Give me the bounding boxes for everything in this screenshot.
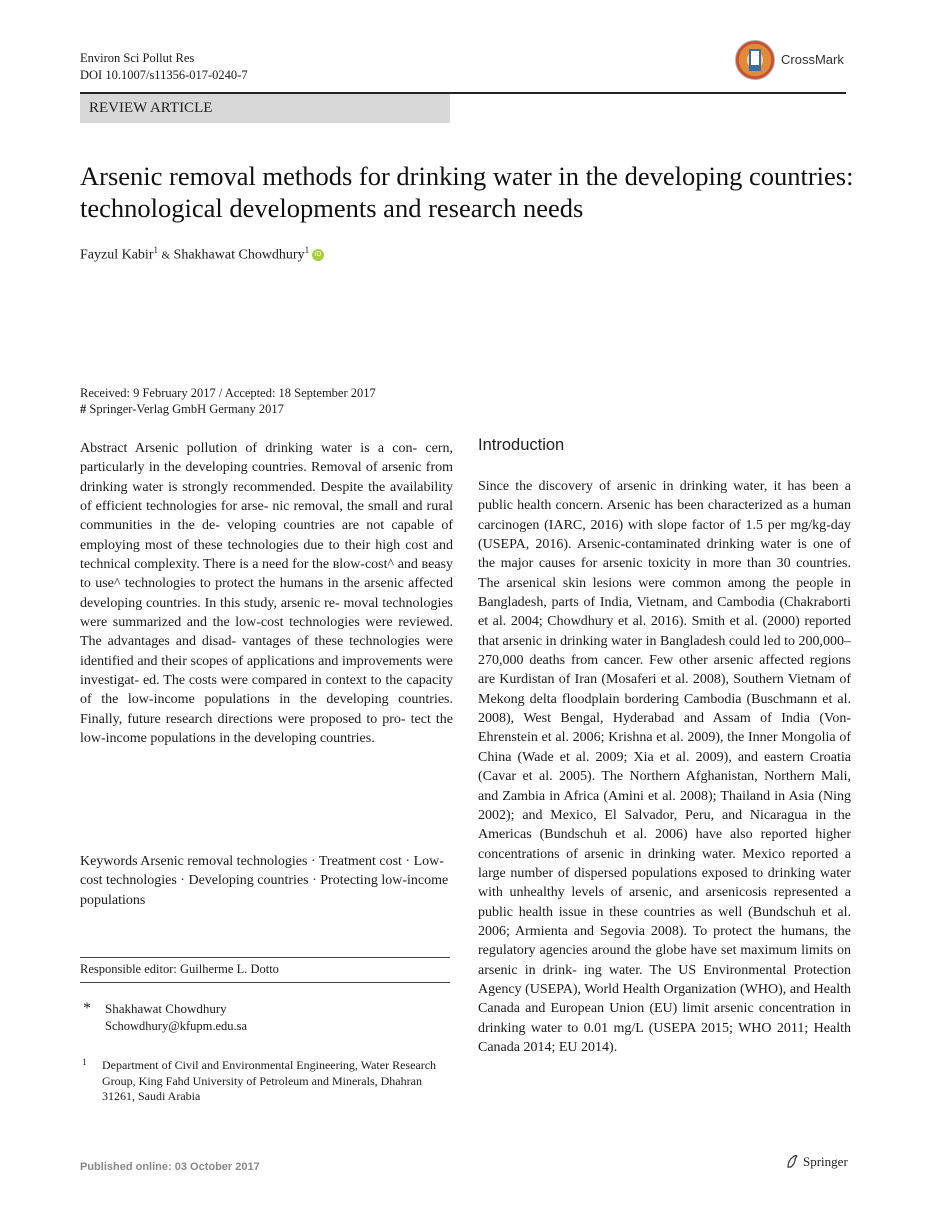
author-name[interactable]: Shakhawat Chowdhury: [173, 247, 305, 263]
crossmark-icon: [735, 40, 775, 80]
abstract: Abstract Arsenic pollution of drinking water is a con- cern, particularly in the developing countries. Removal of arsenic from drinking water is strongly recommended. Despite the availability of efficient technologies for arse- nic removal, the small and rural communities in the de- veloping countries are not capable of employing most of these technologies due to their high cost and technical complexity. There is a need for the вlow-cost^ and вeasy to use^ technologies to protect the humans in the arsenic affected developing countries. In this study, arsenic re- moval technologies were summarized and the low-cost technologies were reviewed. The advantages and disad- vantages of these technologies were identified and their scopes of applications and improvements were investigat- ed. The costs were compared in context to the capacity of the low-income populations in the developing countries. Finally, future research directions were proposed to pro- tect the low-income populations in the developing countries.: [80, 441, 453, 747]
publisher-name: Springer: [803, 1154, 848, 1169]
orcid-icon[interactable]: iD: [312, 249, 324, 261]
crossmark-label: CrossMark: [781, 52, 844, 67]
section-heading-introduction: Introduction: [478, 436, 565, 454]
journal-header: [80, 50, 248, 84]
affiliation-marker: 1: [304, 245, 310, 255]
publisher-logo: [785, 1154, 848, 1170]
corresponding-author-email[interactable]: Schowdhury@kfupm.edu.sa: [105, 1019, 248, 1033]
journal-name: Environ Sci Pollut Res: [80, 51, 195, 65]
responsible-editor: Responsible editor: Guilherme L. Dotto: [80, 962, 279, 976]
received-accepted-dates: Received: 9 February 2017 / Accepted: 18 September 2017: [80, 386, 376, 400]
article-title: Arsenic removal methods for drinking water in the developing countries: technological developments and research needs: [80, 161, 854, 223]
affiliation-marker: 1: [153, 245, 158, 255]
introduction-text: Since the discovery of arsenic in drinking water, it has been a public health concern. Arsenic has been characterized as a human carcinogen (IARC, 2016) with slope factor of 1.5 per mg/kg-day (USEPA, 2016). Arsenic-contaminated drinking water is one of the major causes for arsenic toxicity in more than 30 countries. The arsenical skin lesions were common among the people in Bangladesh, parts of India, Vietnam, and Cambodia (Chakraborti et al. 2004; Chowdhury et al. 2016). Smith et al. (2000) reported that arsenic in drinking water in Bangladesh could led to 200,000–270,000 deaths from cancer. Few other arsenic affected regions are Kurdistan of Iran (Mosaferi et al. 2008), Southern Vietnam of Mekong delta floodplain bordering Cambodia (Buschmann et al. 2008), West Bengal, Hyderabad and Assam of India (Von-Ehrenstein et al. 2006; Krishna et al. 2009), the Inner Mongolia of China (Wade et al. 2009; Xia et al. 2009), and eastern Croatia (Cavar et al. 2005). The Northern Afghanistan, Northern Mali, and Zambia in Africa (Amini et al. 2008); Thailand in Asia (Ning 2002); and Mexico, El Salvador, Peru, and Nicaragua in the Americas (Bundschuh et al. 2006) have also reported higher concentrations of arsenic in drinking water. Mexico reported a large number of dispersed populations exposed to drinking water with unhealthy levels of arsenic, and arsenicosis represented a public health issue in these countries as well (Bundschuh et al. 2006; Armienta and Segovia 2008). To protect the humans, the regulatory agencies around the globe have set maximum limits on arsenic in drink- ing water. The US Environmental Protection Agency (USEPA), World Health Organization (WHO), and Health Canada and European Union (EU) limit arsenic concentration in drinking water to 0.01 mg/L (USEPA 2015; WHO 2011; Health Canada 2014; EU 2014).: [478, 479, 851, 1055]
footnote-divider: [80, 957, 450, 958]
author-separator: &: [161, 249, 171, 262]
corresponding-author-name: Shakhawat Chowdhury: [105, 1001, 227, 1016]
affiliation: Department of Civil and Environmental Engineering, Water Research Group, King Fahd University of Petroleum and Minerals, Dhahran 31261, Saudi Arabia: [102, 1058, 437, 1103]
dates-block: [80, 385, 376, 417]
article-type-banner: REVIEW ARTICLE: [80, 94, 450, 123]
copyright-icon: #: [80, 402, 87, 416]
author-name[interactable]: Fayzul Kabir: [80, 247, 154, 263]
copyright-text: Springer-Verlag GmbH Germany 2017: [89, 402, 284, 416]
affiliation-number: 1: [82, 1057, 87, 1067]
published-date: Published online: 03 October 2017: [80, 1161, 260, 1173]
springer-horse-icon: [785, 1154, 799, 1168]
author-line: [80, 245, 324, 264]
corresponding-author-icon: *: [83, 1000, 91, 1017]
crossmark-badge[interactable]: [735, 38, 850, 82]
footnote-divider: [80, 982, 450, 983]
doi-link[interactable]: DOI 10.1007/s11356-017-0240-7: [80, 68, 248, 82]
keywords: Keywords Arsenic removal technologies · Treatment cost · Low-cost technologies · Developing countries · Protecting low-income populations: [80, 854, 449, 908]
